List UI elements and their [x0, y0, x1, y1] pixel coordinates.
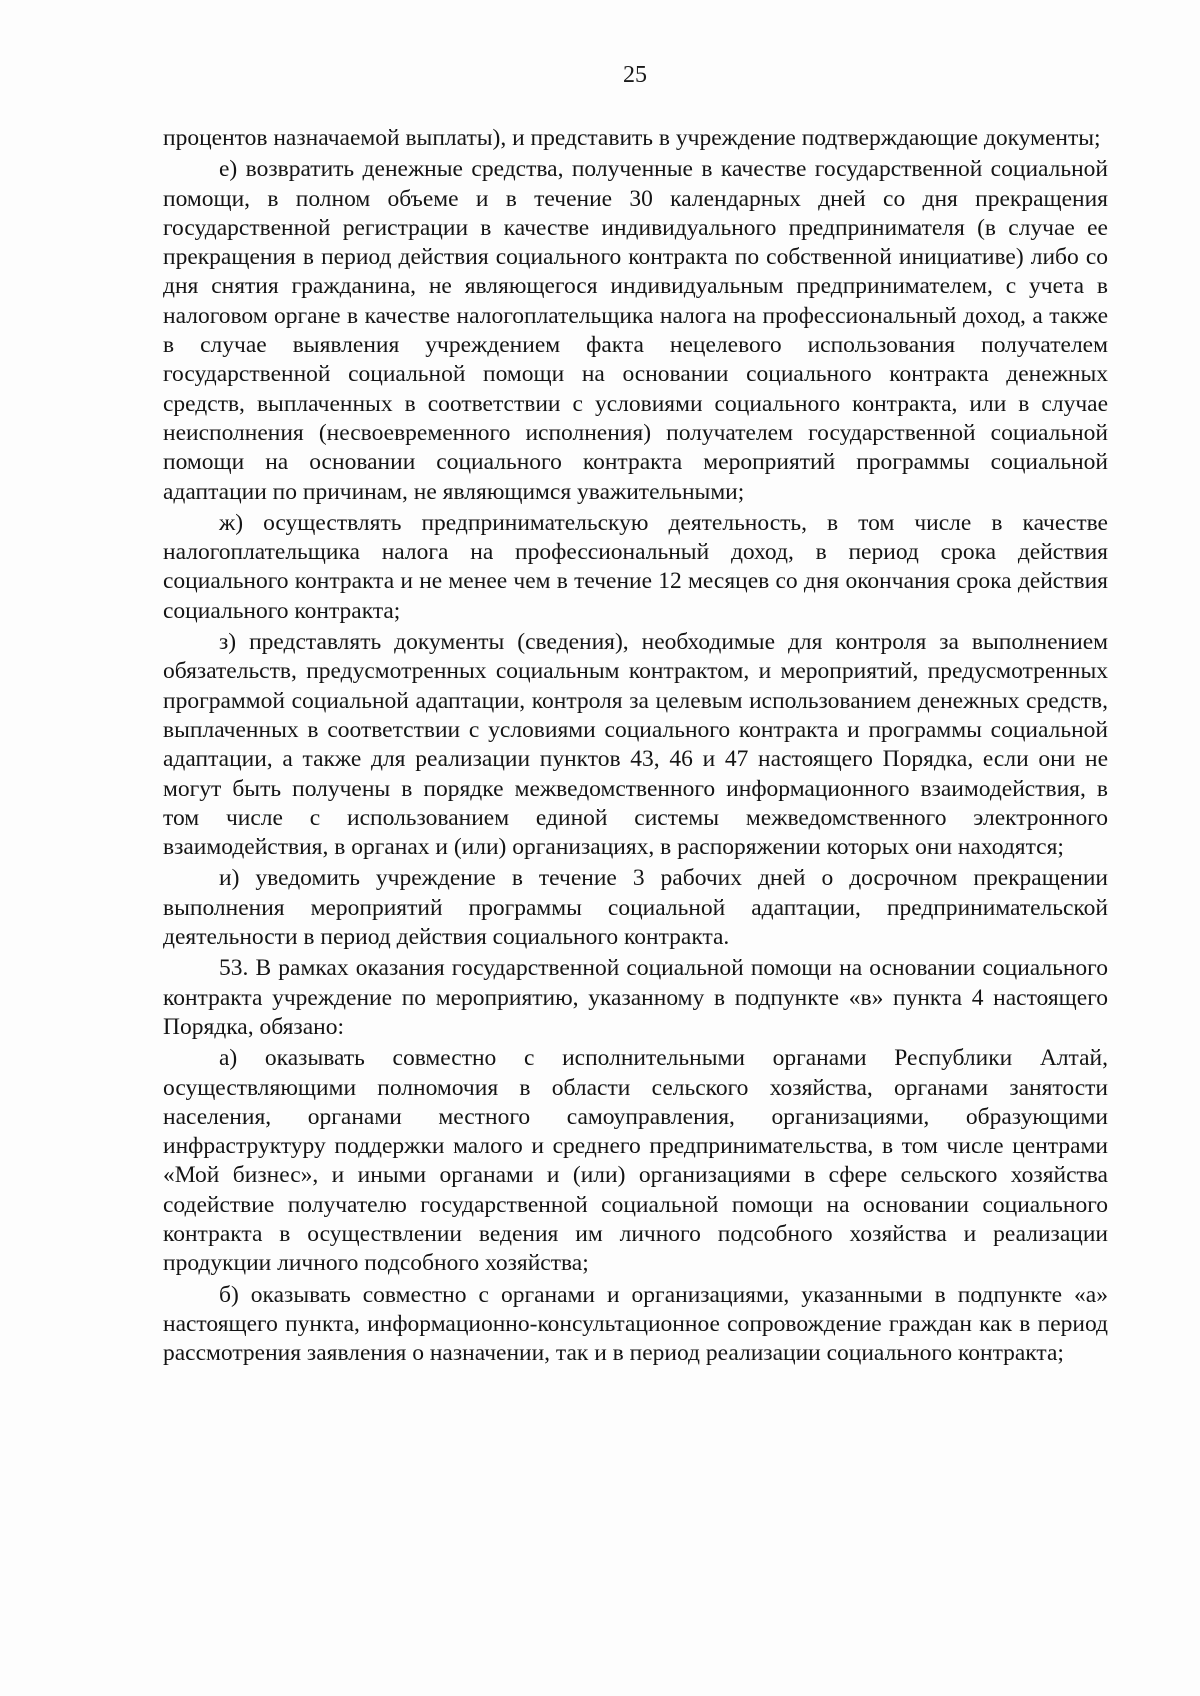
paragraph-item-a: а) оказывать совместно с исполнительными органами Республики Алтай, осуществляющими полномочия в области сельского хозяйства, органами занятости населения, органами местного самоуправления, организациями, образующими инфраструктуру поддержки малого и среднего предпринимательства, в том числе центрами «Мой бизнес», и иными органами и (или) организациями в сфере сельского хозяйства содействие получателю государственной социальной помощи на основании социального контракта в осуществлении ведения им личного подсобного хозяйства и реализации продукции личного подсобного хозяйства; [163, 1045, 1108, 1277]
paragraph-item-zh: ж) осуществлять предпринимательскую деятельность, в том числе в качестве налогоплательщика налога на профессиональный доход, в период срока действия социального контракта и не менее чем в течение 12 месяцев со дня окончания срока действия социального контракта; [163, 509, 1108, 624]
paragraph-item-e: е) возвратить денежные средства, полученные в качестве государственной социальной помощи, в полном объеме и в течение 30 календарных дней со дня прекращения государственной регистрации в качестве индивидуального предпринимателя (в случае ее прекращения в период действия социального контракта по собственной инициативе) либо со дня снятия гражданина, не являющегося индивидуальным предпринимателем, с учета в налоговом органе в качестве налогоплательщика налога на профессиональный доход, а также в случае выявления учреждением факта нецелевого использования получателем государственной социальной помощи на основании социального контракта денежных средств, выплаченных в соответствии с условиями социального контракта, или в случае неисполнения (несвоевременного исполнения) получателем государственной социальной помощи на основании социального контракта мероприятий программы социальной адаптации по причинам, не являющимся уважительными; [163, 156, 1108, 505]
paragraph-item-b: б) оказывать совместно с органами и организациями, указанными в подпункте «а» настоящего пункта, информационно-консультационное сопровождение граждан как в период рассмотрения заявления о назначении, так и в период реализации социального контракта; [163, 1281, 1108, 1367]
paragraph-continuation: процентов назначаемой выплаты), и представить в учреждение подтверждающие документы; [163, 125, 1101, 151]
page-number: 25 [623, 62, 647, 88]
paragraph-item-z: з) представлять документы (сведения), необходимые для контроля за выполнением обязательств, предусмотренных социальным контрактом, и мероприятий, предусмотренных программой социальной адаптации, контроля за целевым использованием денежных средств, выплаченных в соответствии с условиями социального контракта и программы социальной адаптации, а также для реализации пунктов 43, 46 и 47 настоящего Порядка, если они не могут быть получены в порядке межведомственного информационного взаимодействия, в том числе с использованием единой системы межведомственного электронного взаимодействия, в органах и (или) организациях, в распоряжении которых они находятся; [163, 629, 1108, 861]
paragraph-item-i: и) уведомить учреждение в течение 3 рабочих дней о досрочном прекращении выполнения мероприятий программы социальной адаптации, предпринимательской деятельности в период действия социального контракта. [163, 865, 1108, 951]
document-body [163, 124, 1108, 1370]
paragraph-section-53: 53. В рамках оказания государственной социальной помощи на основании социального контракта учреждение по мероприятию, указанному в подпункте «в» пункта 4 настоящего Порядка, обязано: [163, 955, 1108, 1040]
